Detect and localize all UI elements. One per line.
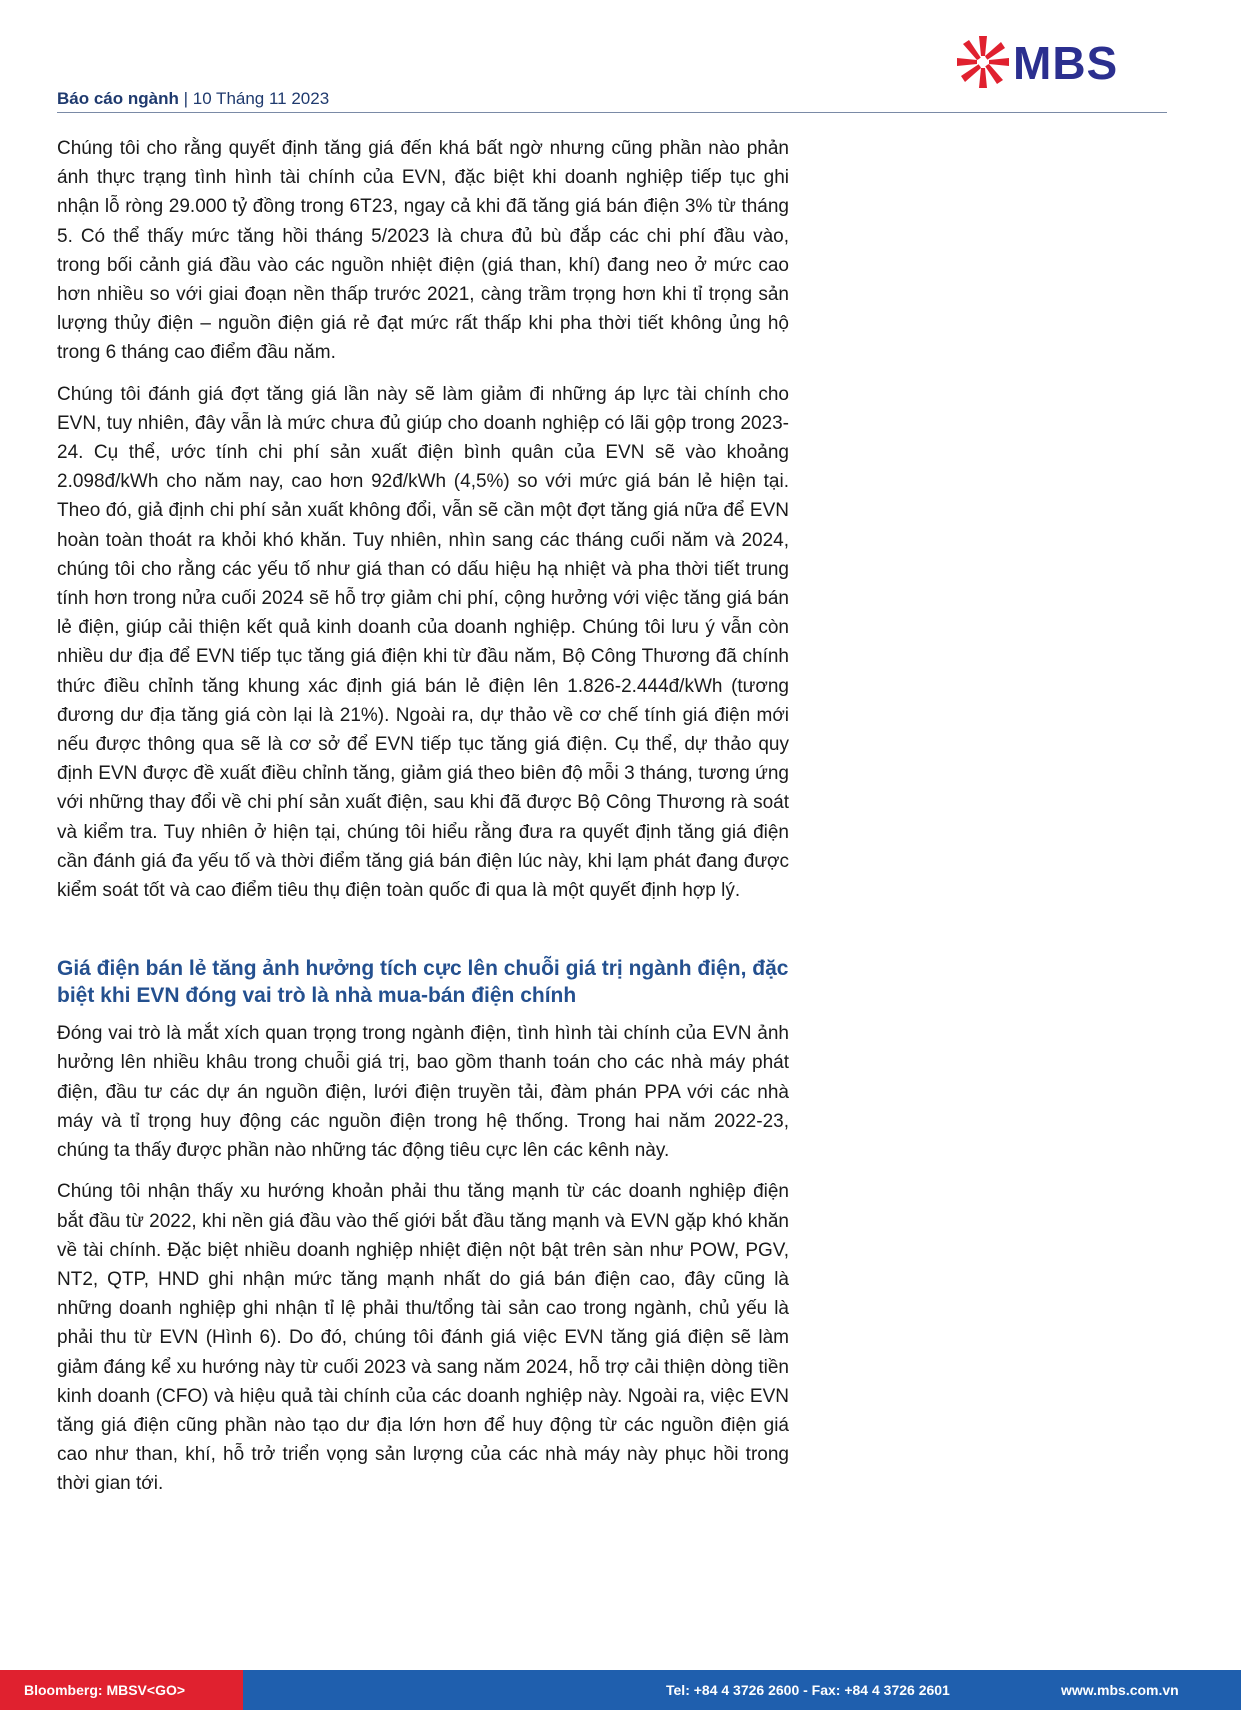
paragraph-1: Chúng tôi cho rằng quyết định tăng giá đến khá bất ngờ nhưng cũng phần nào phản ánh thực trạng tình hình tài chính của EVN, đặc biệt khi doanh nghiệp tiếp tục ghi nhận lỗ ròng 29.000 tỷ đồng trong 6T23, ngay cả khi đã tăng giá bán điện 3% từ tháng 5. Có thể thấy mức tăng hồi tháng 5/2023 là chưa đủ bù đắp các chi phí đầu vào, trong bối cảnh giá đầu vào các nguồn nhiệt điện (giá than, khí) đang neo ở mức cao hơn nhiều so với giai đoạn nền thấp trước 2021, càng trầm trọng hơn khi tỉ trọng sản lượng thủy điện – nguồn điện giá rẻ đạt mức rất thấp khi pha thời tiết không ủng hộ trong 6 tháng cao điểm đầu năm. xyxy=(57,138,789,364)
paragraph-3: Đóng vai trò là mắt xích quan trọng trong ngành điện, tình hình tài chính của EVN ảnh hưởng lên nhiều khâu trong chuỗi giá trị, bao gồm thanh toán cho các nhà máy phát điện, đầu tư các dự án nguồn điện, lưới điện truyền tải, đàm phán PPA với các nhà máy và tỉ trọng huy động các nguồn điện trong hệ thống. Trong hai năm 2022-23, chúng ta thấy được phần nào những tác động tiêu cực lên các kênh này. xyxy=(57,1023,789,1162)
paragraph-4: Chúng tôi nhận thấy xu hướng khoản phải thu tăng mạnh từ các doanh nghiệp điện bắt đầu từ 2022, khi nền giá đầu vào thế giới bắt đầu tăng mạnh và EVN gặp khó khăn về tài chính. Đặc biệt nhiều doanh nghiệp nhiệt điện nột bật trên sàn như POW, PGV, NT2, QTP, HND ghi nhận mức tăng mạnh nhất do giá bán điện cao, đây cũng là những doanh nghiệp ghi nhận tỉ lệ phải thu/tổng tài sản cao trong ngành, chủ yếu là phải thu từ EVN (Hình 6). Do đó, chúng tôi đánh giá việc EVN tăng giá điện sẽ làm giảm đáng kể xu hướng này từ cuối 2023 và sang năm 2024, hỗ trợ cải thiện dòng tiền kinh doanh (CFO) và hiệu quả tài chính của các doanh nghiệp này. Ngoài ra, việc EVN tăng giá điện cũng phần nào tạo dư địa lớn hơn để huy động từ các nguồn điện giá cao như than, khí, hỗ trở triển vọng sản lượng của các nhà máy này phục hồi trong thời gian tới. xyxy=(57,1181,789,1495)
header-separator: | xyxy=(178,89,193,108)
footer-bloomberg: Bloomberg: MBSV<GO> xyxy=(24,1682,186,1698)
section-heading: Giá điện bán lẻ tăng ảnh hưởng tích cực lên chuỗi giá trị ngành điện, đặc biệt khi EVN đóng vai trò là nhà mua-bán điện chính xyxy=(57,957,789,1008)
footer-contact: Tel: +84 4 3726 2600 - Fax: +84 4 3726 2601 xyxy=(666,1682,950,1698)
report-date: 10 Tháng 11 2023 xyxy=(192,89,330,108)
mbs-logo xyxy=(955,32,1165,92)
page-footer xyxy=(0,1670,1241,1710)
header-divider xyxy=(57,112,1167,113)
footer-website: www.mbs.com.vn xyxy=(1061,1682,1179,1698)
mbs-star-icon xyxy=(955,34,1011,90)
logo-text: MBS xyxy=(1013,37,1119,89)
report-header xyxy=(57,89,329,109)
article-body xyxy=(57,134,789,1511)
paragraph-2: Chúng tôi đánh giá đợt tăng giá lần này sẽ làm giảm đi những áp lực tài chính cho EVN, tuy nhiên, đây vẫn là mức chưa đủ giúp cho doanh nghiệp có lãi gộp trong 2023-24. Cụ thể, ước tính chi phí sản xuất điện bình quân của EVN sẽ vào khoảng 2.098đ/kWh cho năm nay, cao hơn 92đ/kWh (4,5%) so với mức giá bán lẻ hiện tại. Theo đó, giả định chi phí sản xuất không đổi, vẫn sẽ cần một đợt tăng giá nữa để EVN hoàn toàn thoát ra khỏi khó khăn. Tuy nhiên, nhìn sang các tháng cuối năm và 2024, chúng tôi cho rằng các yếu tố như giá than có dấu hiệu hạ nhiệt và pha thời tiết trung tính hơn trong nửa cuối 2024 sẽ hỗ trợ giảm chi phí, cộng hưởng với việc tăng giá bán lẻ điện, giúp cải thiện kết quả kinh doanh của doanh nghiệp. Chúng tôi lưu ý vẫn còn nhiều dư địa để EVN tiếp tục tăng giá điện khi từ đầu năm, Bộ Công Thương đã chính thức điều chỉnh tăng khung xác định giá bán lẻ điện lên 1.826-2.444đ/kWh (tương đương dư địa tăng giá còn lại là 21%). Ngoài ra, dự thảo về cơ chế tính giá điện mới nếu được thông qua sẽ là cơ sở để EVN tiếp tục tăng giá điện. Cụ thể, dự thảo quy định EVN được đề xuất điều chỉnh tăng, giảm giá theo biên độ mỗi 3 tháng, tương ứng với những thay đổi về chi phí sản xuất điện, sau khi đã được Bộ Công Thương rà soát và kiểm tra. Tuy nhiên ở hiện tại, chúng tôi hiểu rằng đưa ra quyết định tăng giá điện cần đánh giá đa yếu tố và thời điểm tăng giá bán điện lúc này, khi lạm phát đang được kiểm soát tốt và cao điểm tiêu thụ điện toàn quốc đi qua là một quyết định hợp lý. xyxy=(57,383,789,902)
report-type: Báo cáo ngành xyxy=(57,89,179,108)
footer-bloomberg-block xyxy=(0,1670,243,1710)
